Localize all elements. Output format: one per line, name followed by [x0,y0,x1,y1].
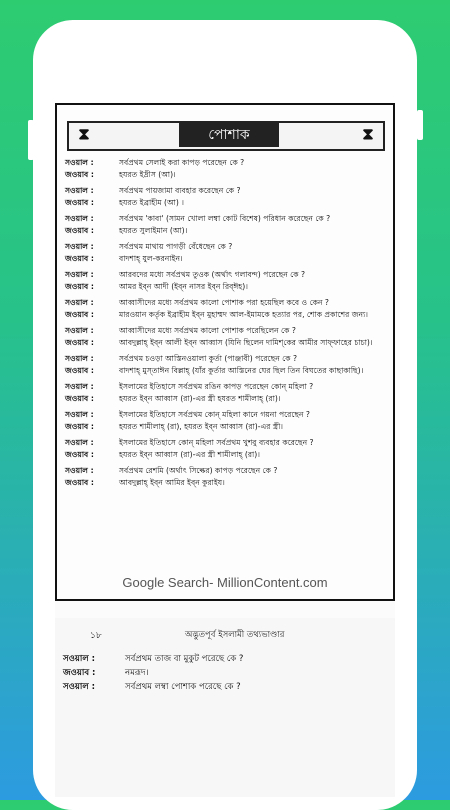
page-frame [55,103,395,601]
question-label: সওয়াল : [65,186,94,195]
question-text: আরবদের মধ্যে সর্বপ্রথম তুওক (অর্থাৎ গলাবন্দ) পরেছেন কে ? [119,270,305,279]
answer-text: আমর ইব্‌ন আদী (ইব্‌ন নাসর ইব্‌ন রিব্‌ঈহ)। [119,281,248,291]
answer-text: হযরত সুলাইমান (আ)। [119,225,188,235]
answer-text: মারওয়ান কর্তৃক ইব্রাহীম ইব্‌ন মুহাম্মদ আল-ইমামকে হত্যার পর, শোক প্রকাশের জন্য। [119,309,368,319]
qa-pair [65,381,387,404]
answer-text: আবদুল্লাহ্‌ ইব্‌ন আলী ইব্‌ন আব্বাস (যিনি ছিলেন দামিশ্‌কের আমীর সাফ্‌ফাহের চাচা)। [119,337,373,347]
qa-pair [65,437,387,460]
answer-label: জওয়াব : [65,169,94,179]
qa-pair [65,465,387,488]
question-text: ইসলামের ইতিহাসে সর্বপ্রথম রঙিন কাপড় পরেছেন কোন্‌ মহিলা ? [119,382,314,391]
question-label: সওয়াল : [65,270,94,279]
question-text: সর্বপ্রথম চওড়া আস্তিনওয়ালা কুর্তা (পাঞ্জাবী) পরেছেন কে ? [119,354,297,363]
answer-label: জওয়াব : [63,668,96,678]
answer-text: আবদুল্লাহ্‌ ইব্‌ন আমির ইব্‌ন কুরাইয। [119,477,225,487]
question-text: ইসলামের ইতিহাসে সর্বপ্রথম কোন্‌ মহিলা কানে গয়না পরেছেন ? [119,410,310,419]
side-button [417,110,423,140]
question-label: সওয়াল : [65,382,94,391]
question-text: ইসলামের ইতিহাসে কোন্‌ মহিলা সর্বপ্রথম খুশবু ব্যবহার করেছেন ? [119,438,314,447]
running-head: অদ্ভুতপূর্ব ইসলামী তথ্যভাণ্ডার [185,630,285,640]
qa-pair [65,241,387,264]
qa-pair [65,409,387,432]
answer-label: জওয়াব : [65,337,94,347]
question-label: সওয়াল : [65,354,94,363]
ornament-icon: ⧗ [78,124,90,143]
question-text: সর্বপ্রথম 'কাবা' (সামন খোলা লম্বা কোট বিশেষ) পরিধান করেছেন কে ? [119,214,331,223]
qa-list [63,652,385,694]
question-text: সর্বপ্রথম লম্বা পোশাক পরেছে কে ? [125,682,241,692]
qa-pair [65,213,387,236]
qa-pair [65,157,387,180]
qa-pair [65,297,387,320]
ornament-icon: ⧗ [362,124,374,143]
answer-label: জওয়াব : [65,281,94,291]
question-label: সওয়াল : [65,158,94,167]
qa-list [65,157,387,493]
question-label: সওয়াল : [65,242,94,251]
watermark-text: Google Search- MillionContent.com [122,575,328,590]
question-label: সওয়াল : [63,682,96,692]
question-text: সর্বপ্রথম মাথায় পাগড়ী বেঁধেছেন কে ? [119,242,233,251]
answer-text: হযরত শামীলাহ্‌ (রা), হযরত ইব্‌ন আব্বাস (রা)-এর স্ত্রী। [119,421,283,431]
question-label: সওয়াল : [65,326,94,335]
question-text: সর্বপ্রথম তাজ বা মুকুট পরেছে কে ? [125,654,244,664]
answer-label: জওয়াব : [65,309,94,319]
next-page [55,618,395,797]
answer-text: হযরত ইব্‌ন আব্বাস (রা)-এর স্ত্রী হযরত শামীলাহ্‌ (রা)। [119,393,281,403]
question-text: আব্বাসীদের মধ্যে সর্বপ্রথম কালো পোশাক পরেছিলেন কে ? [119,326,296,335]
answer-label: জওয়াব : [65,393,94,403]
question-text: সর্বপ্রথম পায়জামা ব্যবহার করেছেন কে ? [119,186,241,195]
answer-label: জওয়াব : [65,477,94,487]
answer-text: হযরত ইদ্রীস (আ)। [119,169,176,179]
question-label: সওয়াল : [65,298,94,307]
qa-pair [65,353,387,376]
qa-pair [65,269,387,292]
qa-pair [65,325,387,348]
question-text: আব্বাসীদের মধ্যে সর্বপ্রথম কালো পোশাক পরা হয়েছিল কবে ও কেন ? [119,298,329,307]
answer-text: হযরত ইব্রাহীম (আ) । [119,197,184,207]
question-label: সওয়াল : [65,438,94,447]
answer-label: জওয়াব : [65,365,94,375]
question-label: সওয়াল : [65,466,94,475]
page-number: ১৮ [90,631,102,641]
question-label: সওয়াল : [65,214,94,223]
answer-text: নমরূদ। [125,668,149,678]
section-title: পোশাক [179,123,279,147]
answer-label: জওয়াব : [65,449,94,459]
answer-label: জওয়াব : [65,253,94,263]
answer-label: জওয়াব : [65,225,94,235]
question-label: সওয়াল : [65,410,94,419]
side-button [28,120,34,160]
section-header [67,121,385,151]
answer-text: বাদশাহ্‌ মুস্‌তাঈন বিল্লাহ্‌ (যাঁর কুর্তার আস্তিনের ঘের ছিল তিন বিঘতের কাছাকাছি)। [119,365,364,375]
answer-label: জওয়াব : [65,197,94,207]
answer-text: বাদশাহ্‌ যুল-করনাইন। [119,253,183,263]
question-text: সর্বপ্রথম সেলাই করা কাপড় পরেছেন কে ? [119,158,245,167]
answer-label: জওয়াব : [65,421,94,431]
question-label: সওয়াল : [63,654,96,664]
answer-text: হযরত ইব্‌ন আব্বাস (রা)-এর স্ত্রী শামীলাহ্‌ (রা)। [119,449,260,459]
scanned-page[interactable] [55,103,395,797]
qa-pair [65,185,387,208]
question-text: সর্বপ্রথম রেশমি (অর্থাৎ সিল্কের) কাপড় পরেছেন কে ? [119,466,278,475]
